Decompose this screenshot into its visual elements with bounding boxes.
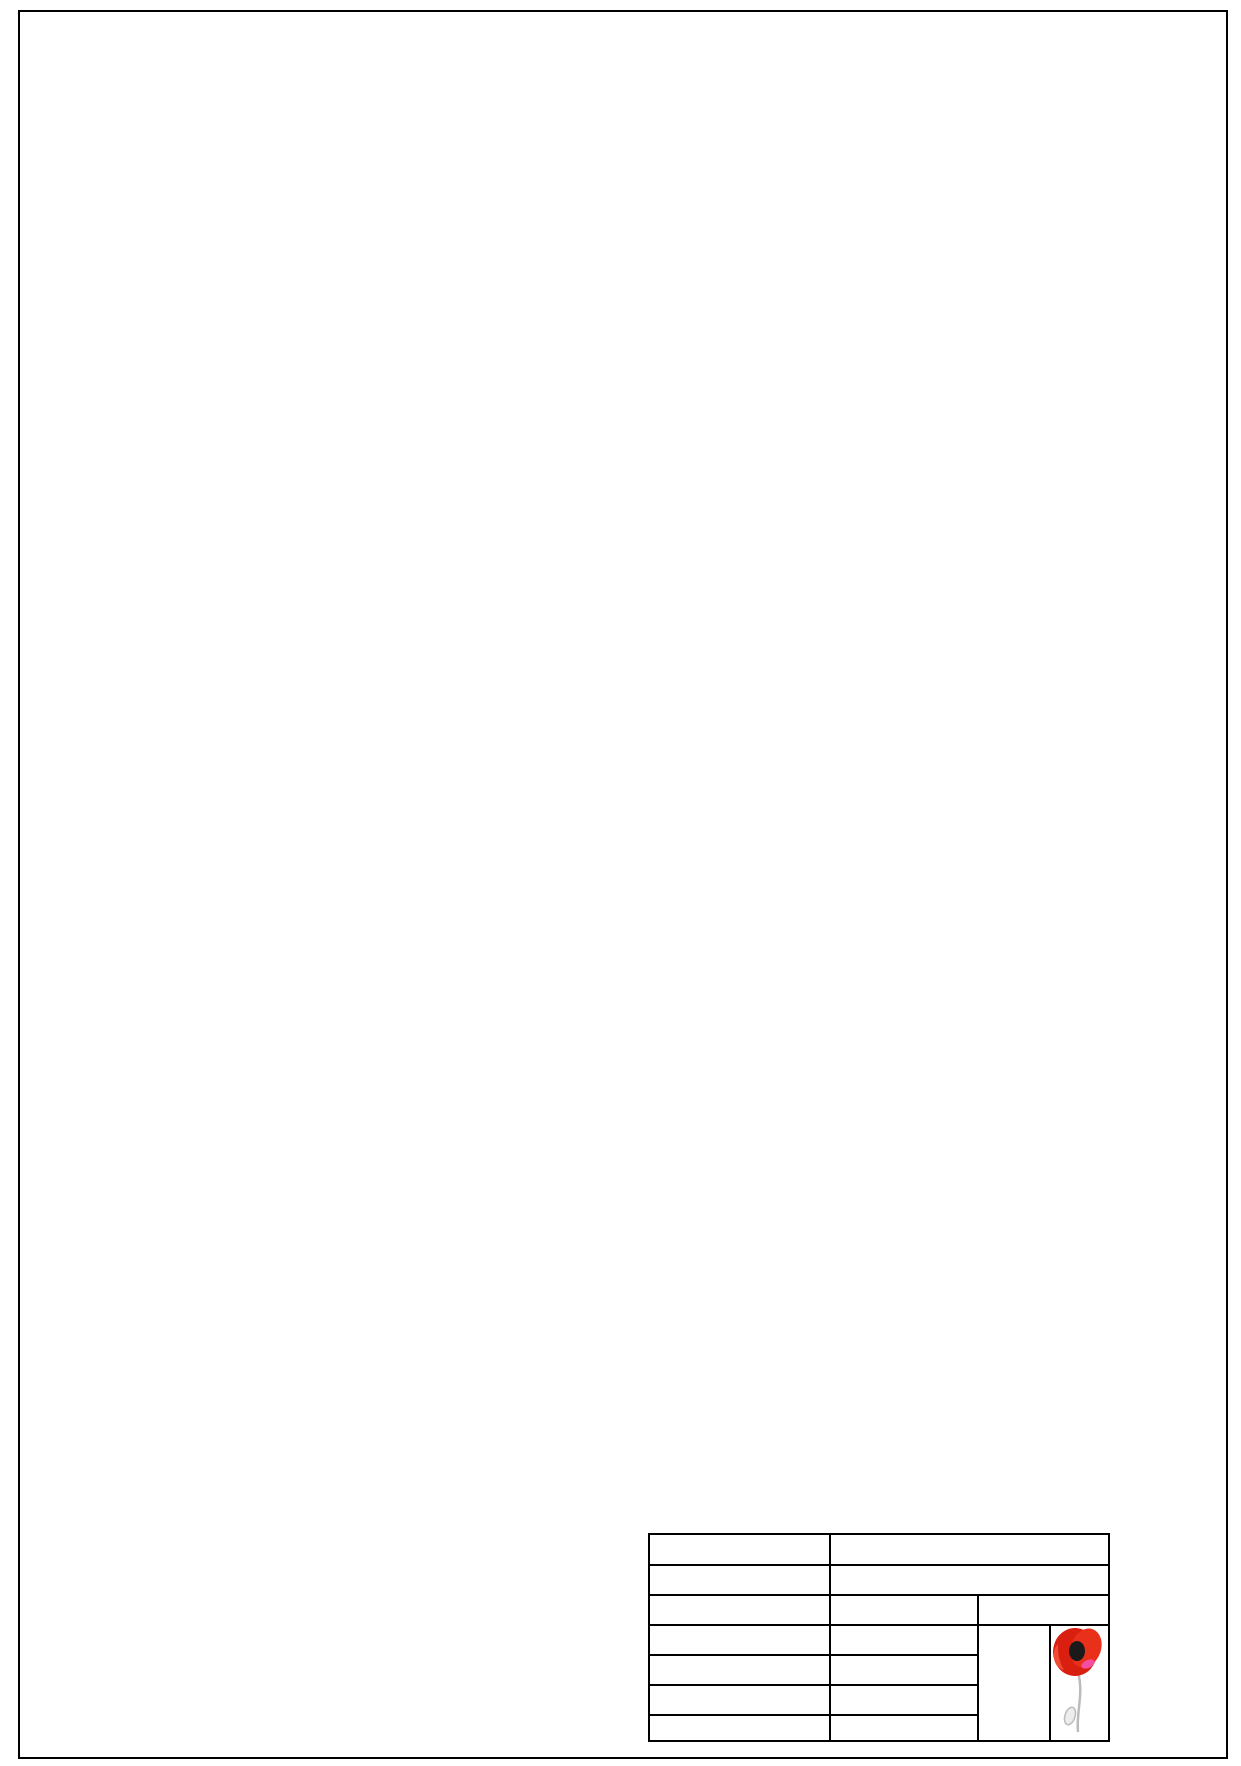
- poppy-stem: [1078, 1672, 1081, 1732]
- titleblock-divider: [977, 1594, 979, 1740]
- titleblock-divider: [650, 1624, 1108, 1626]
- title-block: [648, 1533, 1110, 1742]
- poppy-logo: [1048, 1624, 1108, 1740]
- legend-item: [0, 0, 34, 38]
- titleblock-divider: [650, 1654, 977, 1656]
- titleblock-divider: [650, 1564, 1108, 1566]
- titleblock-divider: [650, 1594, 1108, 1596]
- titleblock-divider: [829, 1535, 831, 1740]
- description-notes: [735, 748, 1240, 770]
- rhamnus-icon: [0, 0, 34, 38]
- poppy-center: [1069, 1641, 1085, 1661]
- titleblock-divider: [650, 1714, 977, 1716]
- titleblock-divider: [650, 1684, 977, 1686]
- poppy-bud: [1062, 1706, 1077, 1726]
